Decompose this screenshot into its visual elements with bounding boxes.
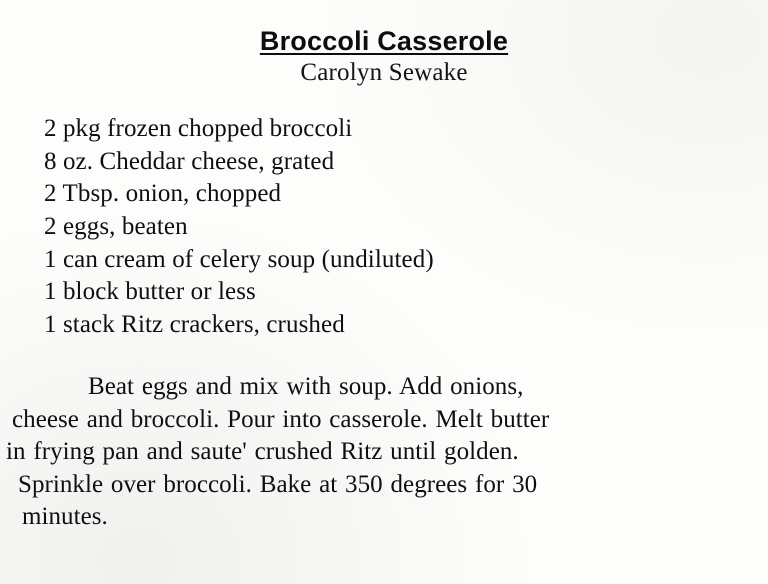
page-title: Broccoli Casserole: [259, 26, 509, 56]
list-item: 2 Tbsp. onion, chopped: [44, 180, 282, 208]
instructions-line: cheese and broccoli. Pour into casserole. Melt butter: [12, 405, 550, 433]
list-item: 2 pkg frozen chopped broccoli: [44, 115, 353, 142]
instructions-line: minutes.: [22, 503, 108, 531]
instructions-line: Sprinkle over broccoli. Bake at 350 degrees for 30: [18, 470, 538, 498]
ingredient-list: [44, 113, 742, 341]
instructions-line: Beat eggs and mix with soup. Add onions,: [88, 373, 524, 401]
recipe-author: Carolyn Sewake: [300, 59, 468, 86]
list-item: 1 stack Ritz crackers, crushed: [44, 310, 345, 338]
list-item: 1 can cream of celery soup (undiluted): [44, 245, 434, 273]
instructions-line: in frying pan and saute' crushed Ritz until golden.: [6, 438, 519, 466]
list-item: 8 oz. Cheddar cheese, grated: [44, 147, 335, 175]
list-item: 2 eggs, beaten: [44, 212, 188, 240]
list-item: 1 block butter or less: [44, 278, 256, 306]
instructions-paragraph: [6, 371, 738, 534]
